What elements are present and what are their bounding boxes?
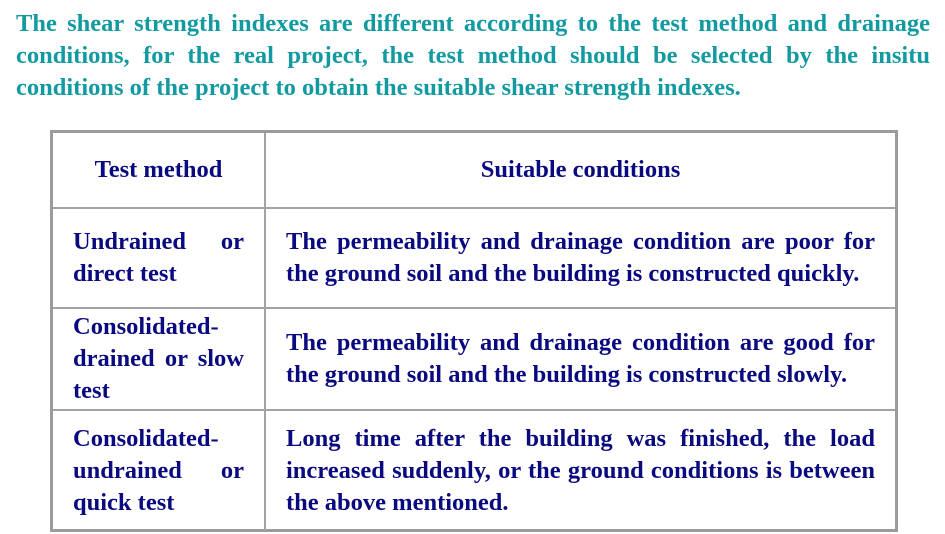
cell-suitable-condition: Long time after the building was finished, the load increased suddenly, or the ground conditions is between the above mentioned. [265, 410, 895, 531]
cell-suitable-condition: The permeability and drainage condition are poor for the ground soil and the building is constructed quickly. [265, 208, 895, 308]
header-test-method: Test method [53, 133, 265, 208]
table-header-row [53, 133, 895, 208]
cell-suitable-condition: The permeability and drainage condition are good for the ground soil and the building is constructed slowly. [265, 308, 895, 410]
test-method-table-grid [53, 133, 895, 531]
table-row [53, 208, 895, 308]
table-row [53, 308, 895, 410]
intro-paragraph: The shear strength indexes are different according to the test method and drainage conditions, for the real project, the test method should be selected by the insitu conditions of the project to obtain the suitable shear strength indexes. [16, 10, 930, 101]
table-row [53, 410, 895, 531]
cell-test-method: Consolidated-drained or slow test [53, 308, 265, 410]
cell-test-method: Undrained or direct test [53, 208, 265, 308]
header-suitable-conditions: Suitable conditions [265, 133, 895, 208]
test-method-table [50, 130, 898, 532]
cell-test-method: Consolidated-undrained or quick test [53, 410, 265, 531]
